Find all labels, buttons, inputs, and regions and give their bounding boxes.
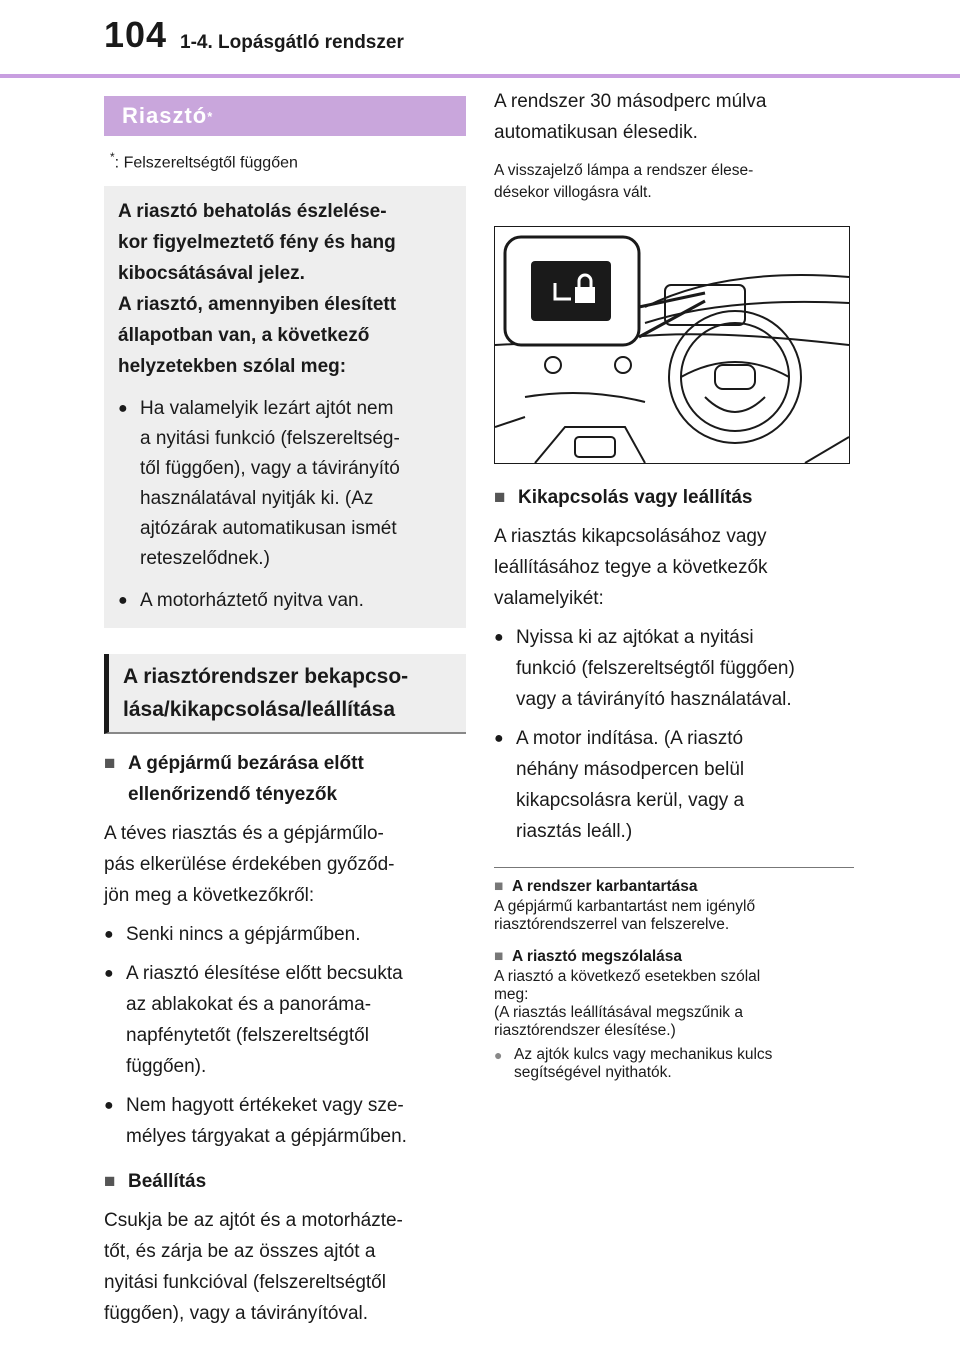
paragraph-line: A riasztás kikapcsolásához vagy [494,526,767,547]
left-column [104,96,466,1329]
paragraph-line: A téves riasztás és a gépjárműlo- [104,823,384,845]
bullet-line: függően). [126,1056,207,1078]
note-line: Az ajtók kulcs vagy mechanikus kulcs [514,1046,773,1063]
note-line: A riasztó a következő esetekben szólal [494,968,761,985]
paragraph-line: tőt, és zárja be az összes ajtót a [104,1241,376,1263]
paragraph [494,86,854,148]
paragraph [104,1205,466,1329]
bullet-line: kikapcsolásra kerül, vagy a [516,790,745,811]
subheading-line: A gépjármű bezárása előtt [128,753,364,775]
heading-line: lása/kikapcsolása/leállítása [123,698,396,722]
bullet-line: napfénytetőt (felszereltségtől [126,1025,369,1047]
bullet-icon: ● [494,730,504,747]
section-bar-mark: * [207,108,213,124]
subheading-kikapcsolas [494,482,854,513]
paragraph-line: jön meg a következőkről: [104,885,315,907]
info-line: kor figyelmeztető fény és hang [118,232,396,254]
subheading-beallitas [104,1166,466,1197]
note-line: riasztórendszerrel van felszerelve. [494,916,730,933]
bullet-icon: ● [494,629,504,646]
bullet-line: mélyes tárgyakat a gépjárműben. [126,1126,407,1148]
info-line: A riasztó, amennyiben élesített [118,294,397,316]
bullet-line: használatával nyitják ki. (Az [140,488,374,510]
note-line: A gépjármű karbantartást nem igénylő [494,898,756,915]
bullet-line: riasztás leáll.) [516,821,633,842]
subheading-line: Beállítás [128,1171,207,1193]
vent-right [615,357,631,373]
bullet-line: A riasztó élesítése előtt becsukta [126,963,403,985]
lock-body [575,287,595,303]
bullet-line: Ha valamelyik lezárt ajtót nem [140,398,394,420]
bullet-line: néhány másodpercen belül [516,759,745,780]
console-line [525,393,645,402]
notes-divider [494,867,854,868]
paragraph-line: nyitási funkcióval (felszereltségtől [104,1272,386,1294]
seat-edge [805,437,849,463]
heading-line: A riasztórendszer bekapcso- [123,665,409,689]
footnote-mark: * [110,150,115,164]
square-icon: ■ [104,753,116,775]
info-line: A riasztó behatolás észlelése- [118,201,387,223]
footnote-text: : Felszereltségtől függően [114,154,298,172]
paragraph-line: A visszajelző lámpa a rendszer élese- [494,162,754,179]
steering-hub [715,365,755,389]
paragraph [104,818,466,911]
steering-wheel-spoke-bottom [705,397,765,412]
note-bullet [494,1046,854,1082]
bullet-icon: ● [104,926,114,944]
square-icon: ■ [494,487,506,508]
note-heading-megszolalas [494,946,854,968]
bullet-line: ajtózárak automatikusan ismét [140,518,397,540]
indicator-lamp [531,261,611,321]
page-number: 104 [104,14,168,55]
bullet-icon: ● [104,1097,114,1115]
door-trim [495,417,525,427]
bullet-line: az ablakokat és a panoráma- [126,994,372,1016]
steering-wheel-inner [681,323,789,431]
bullet-line: A motorháztető nyitva van. [140,590,364,612]
paragraph-line: leállításához tegye a következők [494,557,768,578]
info-box [104,186,466,628]
bullet-line: től függően), vagy a távirányító [140,458,400,480]
bullet-line: reteszelődnek.) [140,548,270,570]
note-heading-text: A rendszer karbantartása [512,878,698,895]
section-bar-riaszto [104,96,466,136]
dashboard-illustration [494,226,850,464]
bullet-line: Nyissa ki az ajtókat a nyitási [516,627,754,648]
info-bullet [118,394,452,574]
info-line: kibocsátásával jelez. [118,263,305,285]
list-item [104,919,466,950]
paragraph [494,521,854,614]
bullet-line: Nem hagyott értékeket vagy sze- [126,1095,404,1117]
note-line: segítségével nyithatók. [514,1064,672,1081]
bullet-icon: ● [118,592,128,610]
paragraph-line: automatikusan élesedik. [494,122,698,143]
bullet-line: funkció (felszereltségtől függően) [516,658,795,679]
bullet-line: a nyitási funkció (felszereltség- [140,428,400,450]
info-line: helyzetekben szólal meg: [118,356,347,378]
steering-wheel-outer [669,311,801,443]
note-text [494,968,854,1040]
paragraph-line: A rendszer 30 másodperc múlva [494,91,767,112]
bullet-icon: ● [494,1047,503,1063]
bullet-line: A motor indítása. (A riasztó [516,728,744,749]
note-line: riasztórendszer élesítése.) [494,1022,676,1039]
bullet-line: Senki nincs a gépjárműben. [126,924,361,946]
square-icon: ■ [494,948,504,965]
note-line: (A riasztás leállításával megszűnik a [494,1004,743,1021]
note-line: meg: [494,986,529,1003]
paragraph-line: valamelyikét: [494,588,604,609]
info-bullet [118,586,452,616]
vent-left [545,357,561,373]
list-item [104,958,466,1082]
info-line: állapotban van, a következő [118,325,370,347]
subheading-line: ellenőrizendő tényezők [128,784,338,806]
note-heading-karbantartas [494,876,854,898]
square-icon: ■ [494,878,504,895]
footnote [110,150,466,172]
bullet-line: vagy a távirányító használatával. [516,689,792,710]
section-bar-title: Riasztó [122,103,208,128]
subheading-line: Kikapcsolás vagy leállítás [518,487,753,508]
bullet-icon: ● [104,965,114,983]
list-item [494,622,854,715]
heading-riasztorendszer [104,654,466,734]
list-item [494,723,854,847]
list-item [104,1090,466,1152]
paragraph-line: désekor villogásra vált. [494,184,652,201]
right-column [494,86,854,1082]
paragraph-line: Csukja be az ajtót és a motorházte- [104,1210,403,1232]
paragraph-line: függően), vagy a távirányítóval. [104,1303,369,1325]
square-icon: ■ [104,1171,116,1193]
note-text [494,898,854,934]
bullet-icon: ● [118,400,128,418]
subheading-ellenorzes [104,748,466,810]
gear-shifter [575,437,615,457]
note-heading-text: A riasztó megszólalása [512,948,682,965]
dashboard-drawing [495,227,849,463]
indicator-note [494,160,854,204]
header-rule [0,74,960,78]
section-title: 1-4. Lopásgátló rendszer [180,32,404,53]
paragraph-line: pás elkerülése érdekében győződ- [104,854,395,876]
